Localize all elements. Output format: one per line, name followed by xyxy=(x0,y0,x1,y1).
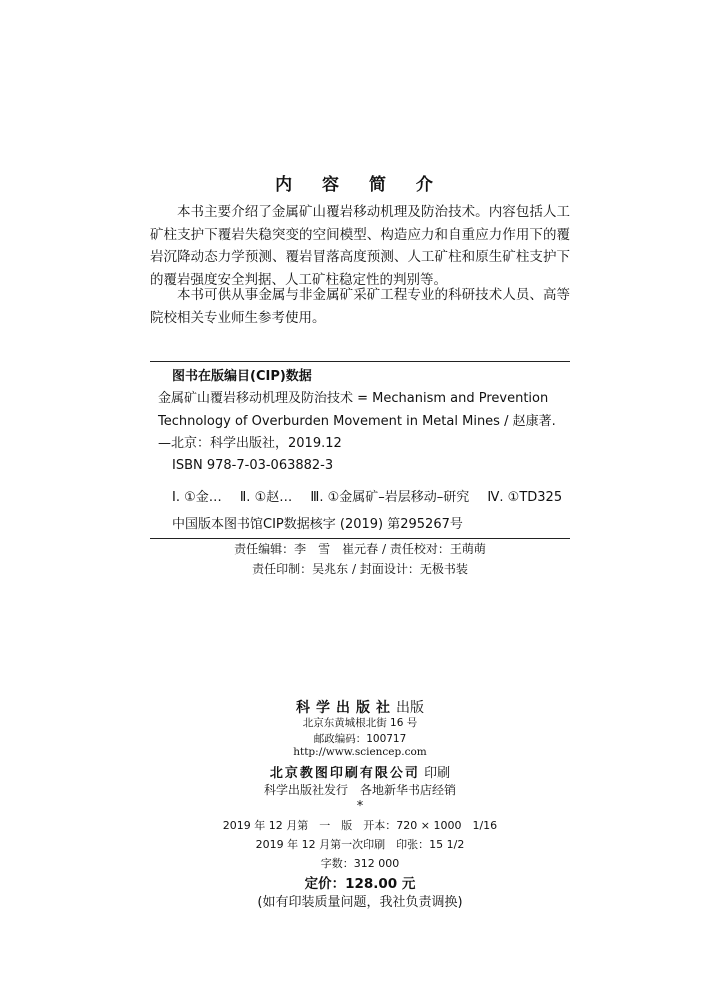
cip-class-1: Ⅰ. ①金… xyxy=(172,490,222,505)
cip-heading: 图书在版编目(CIP)数据 xyxy=(172,369,312,384)
cip-entry: 金属矿山覆岩移动机理及防治技术 = Mechanism and Prevention Technology of Overburden Movement in Metal Mines / 赵康著. —北京：科学出版社，2019.12 xyxy=(158,391,556,451)
cip-class-2: Ⅱ. ①赵… xyxy=(239,490,293,505)
summary-paragraph-2: 本书可供从事金属与非金属矿采矿工程专业的科研技术人员、高等院校相关专业师生参考使用。 xyxy=(150,287,570,326)
edition-line-2: 2019 年 12 月第一次印刷 印张：15 1/2 xyxy=(255,838,465,851)
cip-class-4: Ⅳ. ①TD325 xyxy=(487,490,563,505)
quality-notice: (如有印装质量问题，我社负责调换) xyxy=(257,895,463,910)
summary-paragraph-1: 本书主要介绍了金属矿山覆岩移动机理及防治技术。内容包括人工矿柱支护下覆岩失稳突变的空间模型、构造应力和自重应力作用下的覆岩沉降动态力学预测、覆岩冒落高度预测、人工矿柱和原生矿柱支护下的覆岩强度安全判据、人工矿柱稳定性的判别等。 xyxy=(150,204,570,288)
cip-class-3: Ⅲ. ①金属矿–岩层移动–研究 xyxy=(310,490,470,505)
distribution-line: 科学出版社发行 各地新华书店经销 xyxy=(263,783,456,797)
price: 定价：128.00 元 xyxy=(304,876,416,892)
printer-line xyxy=(0,762,720,781)
publisher-postcode: 邮政编码：100717 xyxy=(313,733,407,745)
cip-number: 中国版本图书馆CIP数据核字 (2019) 第295267号 xyxy=(172,517,463,532)
publisher-suffix: 出版 xyxy=(396,700,424,716)
publisher-line xyxy=(0,697,720,717)
cip-bottom-rule xyxy=(150,538,570,539)
publisher-address: 北京东黄城根北街 16 号 xyxy=(302,717,418,729)
staff-line-2: 责任印制：吴兆东 / 封面设计：无极书装 xyxy=(252,562,468,576)
printer-brand: 北京教图印刷有限公司 xyxy=(269,766,420,781)
edition-line-1: 2019 年 12 月第 一 版 开本：720 × 1000 1/16 xyxy=(222,819,498,832)
summary-title: 内 容 简 介 xyxy=(275,175,445,195)
staff-line-1: 责任编辑：李 雪 崔元春 / 责任校对：王萌萌 xyxy=(234,542,486,556)
printer-suffix: 印刷 xyxy=(424,766,451,781)
word-count: 字数：312 000 xyxy=(320,857,400,870)
cip-isbn: ISBN 978-7-03-063882-3 xyxy=(172,458,334,473)
separator-star: * xyxy=(356,799,364,814)
cip-top-rule xyxy=(150,361,570,362)
publisher-brand: 科学出版社 xyxy=(296,700,396,716)
cip-classification xyxy=(172,486,576,505)
publisher-url: http://www.sciencep.com xyxy=(293,746,427,758)
